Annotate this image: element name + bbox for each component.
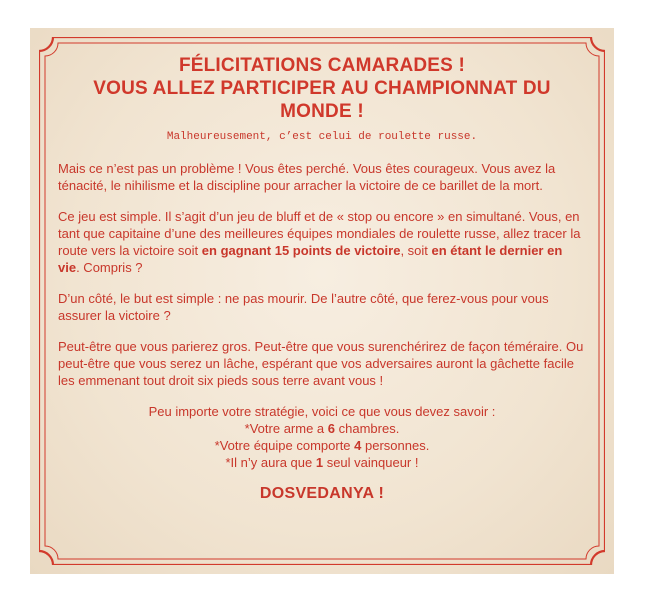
paragraph-intro: Mais ce n’est pas un problème ! Vous êtes perché. Vous êtes courageux. Vous avez la ténacité, le nihilisme et la discipline pour arracher la victoire de ce barillet de la mort.: [58, 161, 556, 193]
paragraph-goal: D’un côté, le but est simple : ne pas mourir. De l’autre côté, que ferez-vous pour vous assurer la victoire ?: [58, 291, 549, 323]
sign-off: DOSVEDANYA !: [259, 485, 385, 502]
rules-card: [30, 28, 614, 574]
rules-last-alive: en étant le dernier en vie: [58, 243, 563, 275]
strategy-intro: Peu importe votre stratégie, voici ce que vous devez savoir :: [148, 404, 496, 419]
strategy-line-winner: [58, 454, 586, 471]
rules-text-c: , soit: [400, 243, 432, 258]
winner-count: 1: [315, 455, 324, 470]
subtitle: Malheureusement, c’est celui de roulette russe.: [166, 131, 478, 143]
paragraph-strategy: Peut-être que vous parierez gros. Peut-être que vous surenchérirez de façon téméraire. Ou peut-être que vous serez un lâche, espérant que vos adversaires auront la gâchette facile les emmenant tout droit six pieds sous terre avant vous !: [58, 339, 584, 388]
strategy-line-team: [58, 437, 586, 454]
team-count: 4: [354, 438, 362, 453]
winner-suffix: seul vainqueur !: [323, 455, 419, 470]
team-suffix: personnes.: [361, 438, 430, 453]
chambers-label: *Votre arme a: [244, 421, 328, 436]
rules-victory-points: en gagnant 15 points de victoire: [201, 243, 401, 258]
page-title: [58, 54, 586, 123]
paragraph-rules: [58, 208, 586, 276]
team-label: *Votre équipe comporte: [214, 438, 355, 453]
strategy-line-chambers: [58, 420, 586, 437]
rules-text-e: . Compris ?: [76, 260, 143, 275]
rules-text-a: Ce jeu est simple. Il s’agit d’un jeu de bluff et de « stop ou encore » en simultané. Vous, en tant que capitaine d’une des meilleures équipes mondiales de roulette russe, allez tracer la route vers la victoire soit: [58, 209, 581, 258]
chambers-count: 6: [327, 421, 336, 436]
rules-text: [58, 54, 586, 502]
chambers-suffix: chambres.: [335, 421, 400, 436]
title-line-2: VOUS ALLEZ PARTICIPER AU CHAMPIONNAT DU MONDE !: [93, 78, 551, 122]
title-line-1: FÉLICITATIONS CAMARADES !: [178, 55, 466, 76]
winner-label: *Il n’y aura que: [225, 455, 316, 470]
